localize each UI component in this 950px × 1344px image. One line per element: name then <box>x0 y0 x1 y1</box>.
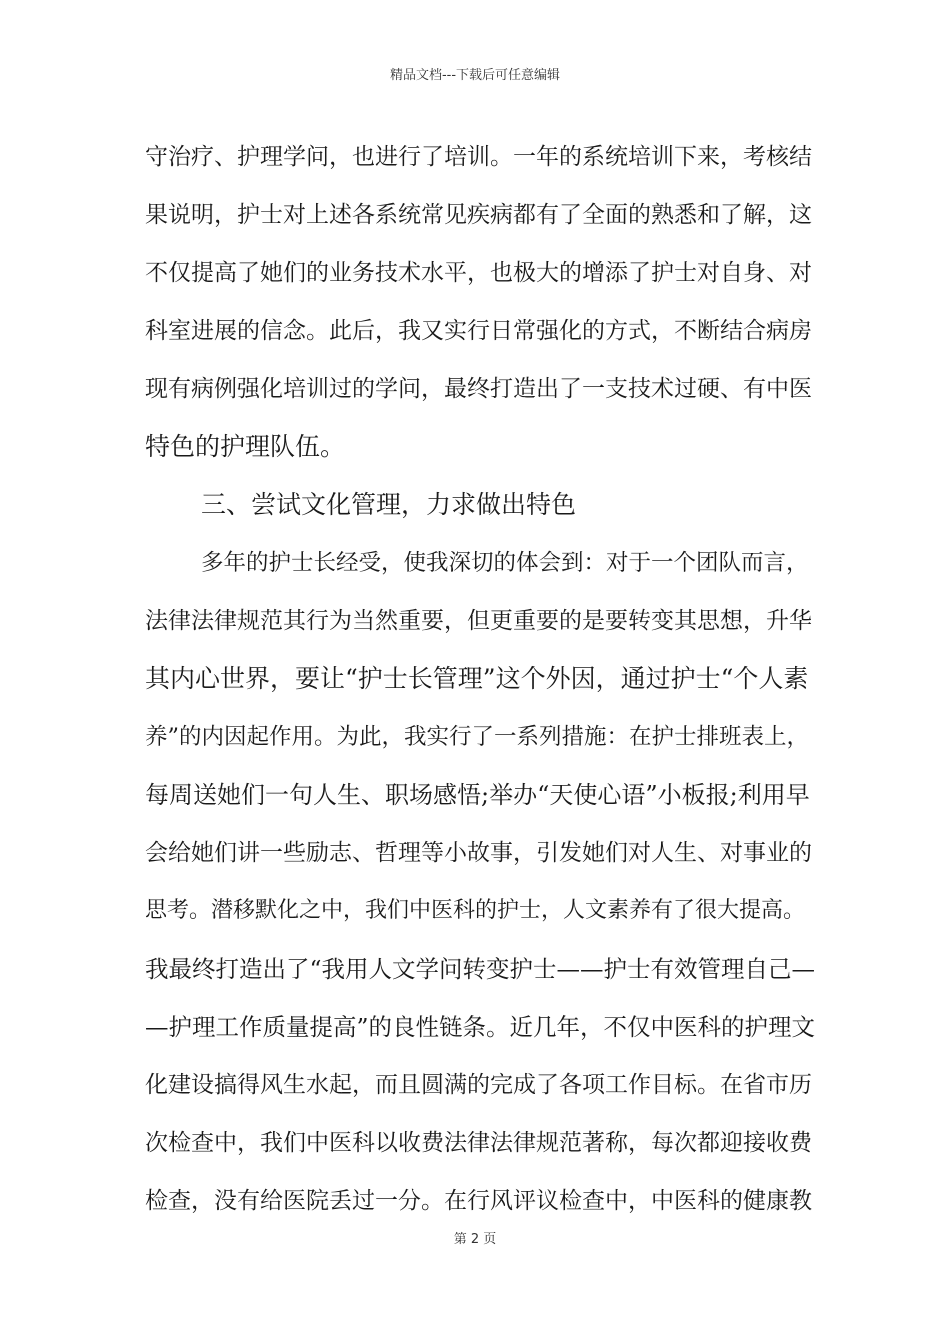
section-heading: 三、尝试文化管理，力求做出特色 <box>201 490 577 519</box>
text-line: 每周送她们一句人生、职场感悟;举办“天使心语”小板报;利用早 <box>145 781 810 809</box>
text-line: 次检查中，我们中医科以收费法律法律规范著称，每次都迎接收费 <box>145 1130 812 1156</box>
text-line: 化建设搞得风生水起，而且圆满的完成了各项工作目标。在省市历 <box>145 1072 812 1098</box>
text-line: —护理工作质量提高”的良性链条。近几年，不仅中医科的护理文 <box>145 1013 816 1041</box>
text-line: 现有病例强化培训过的学问，最终打造出了一支技术过硬、有中医 <box>145 376 812 402</box>
text-line: 法律法律规范其行为当然重要，但更重要的是要转变其思想，升华 <box>145 608 812 634</box>
document-body <box>145 128 815 1230</box>
text-line: 科室进展的信念。此后，我又实行日常强化的方式，不断结合病房 <box>145 318 812 344</box>
text-line: 果说明，护士对上述各系统常见疾病都有了全面的熟悉和了解，这 <box>145 202 812 228</box>
text-line: 我最终打造出了“我用人文学问转变护士——护士有效管理自己— <box>145 955 816 983</box>
page-number: 第 2 页 <box>453 1232 497 1247</box>
text-line: 检查，没有给医院丢过一分。在行风评议检查中，中医科的健康教 <box>145 1188 812 1214</box>
text-line: 不仅提高了她们的业务技术水平，也极大的增添了护士对自身、对 <box>145 260 812 286</box>
text-line: 多年的护士长经受，使我深切的体会到：对于一个团队而言， <box>201 550 809 576</box>
text-line: 守治疗、护理学问，也进行了培训。一年的系统培训下来，考核结 <box>145 144 812 170</box>
page-header: 精品文档---下载后可任意编辑 <box>389 68 561 83</box>
text-line: 养”的内因起作用。为此，我实行了一系列措施：在护士排班表上， <box>145 724 810 750</box>
text-line: 其内心世界，要让“护士长管理”这个外因，通过护士“个人素 <box>145 664 809 693</box>
text-line: 特色的护理队伍。 <box>145 432 346 461</box>
text-line: 会给她们讲一些励志、哲理等小故事，引发她们对人生、对事业的 <box>145 840 812 866</box>
text-line: 思考。潜移默化之中，我们中医科的护士，人文素养有了很大提高。 <box>145 898 806 923</box>
